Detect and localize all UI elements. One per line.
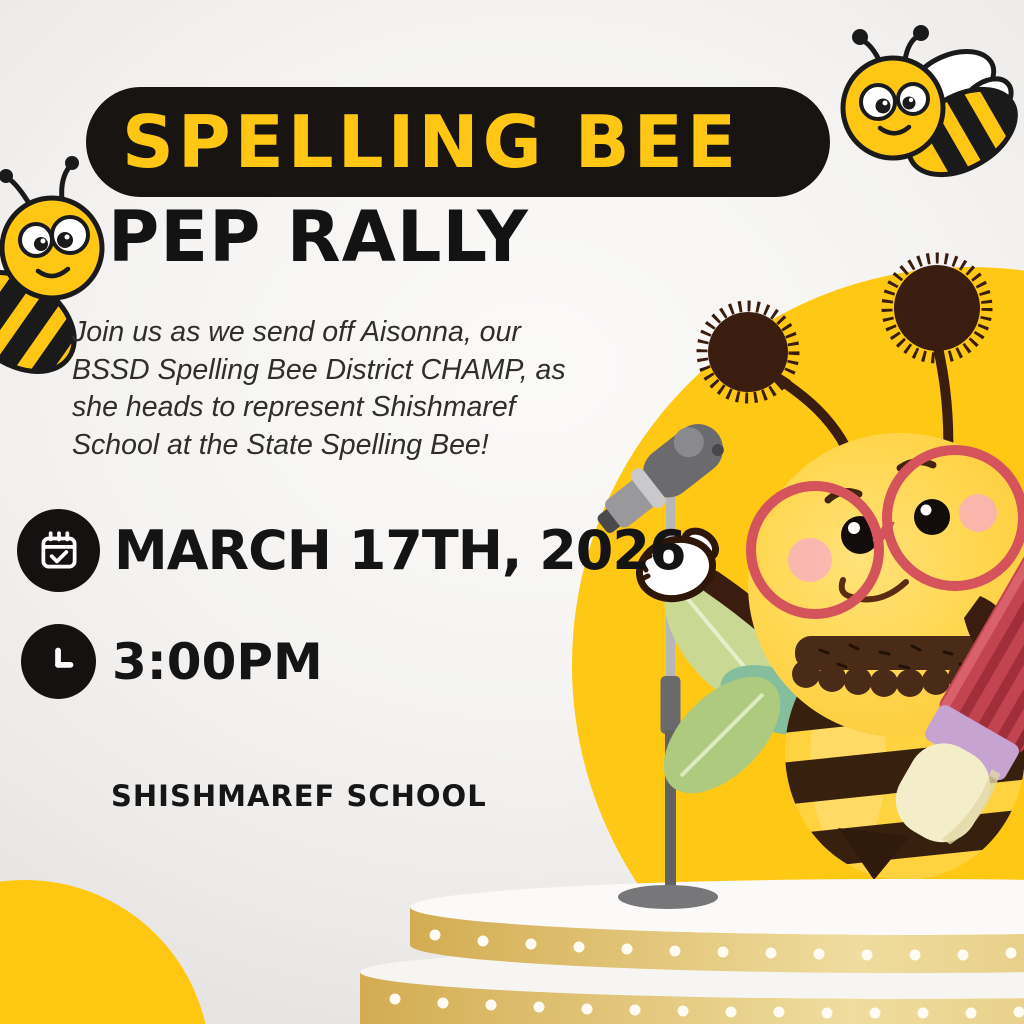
bee-pupil <box>57 232 73 248</box>
title-badge <box>86 87 830 197</box>
eye-highlight <box>848 522 860 534</box>
description-line: she heads to represent Shishmaref <box>72 391 516 423</box>
bee-cartoon-top-right <box>843 25 1024 197</box>
eye-highlight <box>65 235 70 240</box>
antenna-tip <box>65 156 79 170</box>
bee-antenna <box>905 36 918 60</box>
bee-antenna <box>62 166 70 200</box>
bee-pupil <box>34 237 48 251</box>
mascot-cheek <box>788 538 832 582</box>
calendar-glyph <box>34 526 84 576</box>
eye-highlight <box>41 239 46 244</box>
event-location: SHISHMAREF SCHOOL <box>111 779 487 813</box>
antenna-pompom <box>708 312 788 392</box>
description-line: BSSD Spelling Bee District CHAMP, as <box>72 353 566 386</box>
mic-pole-clamp <box>661 676 681 734</box>
bee-pupil <box>876 99 891 114</box>
antenna-tip <box>852 29 868 45</box>
antenna-tip <box>913 25 929 41</box>
event-date-row <box>17 509 686 592</box>
description-line: Join us as we send off Aisonna, our <box>72 316 521 348</box>
clock-icon <box>21 624 96 699</box>
subtitle-text: PEP RALLY <box>108 196 529 278</box>
mascot-eye <box>914 499 950 535</box>
eye-highlight <box>909 98 913 102</box>
event-date: MARCH 17TH, 2026 <box>114 519 686 582</box>
mascot-cheek <box>959 494 997 532</box>
description-line: School at the State Spelling Bee! <box>72 428 489 461</box>
title-badge-text: SPELLING BEE <box>122 100 741 184</box>
antenna-pompom <box>894 265 980 351</box>
corner-circle-decoration <box>0 880 210 1024</box>
eye-highlight <box>883 101 888 106</box>
bee-pupil <box>903 97 916 110</box>
eye-highlight <box>921 505 932 516</box>
calendar-check-icon <box>17 509 100 592</box>
bee-antenna <box>8 178 30 205</box>
event-time: 3:00PM <box>112 632 323 691</box>
event-description <box>72 314 612 464</box>
clock-glyph <box>36 639 82 685</box>
event-time-row <box>21 624 323 699</box>
